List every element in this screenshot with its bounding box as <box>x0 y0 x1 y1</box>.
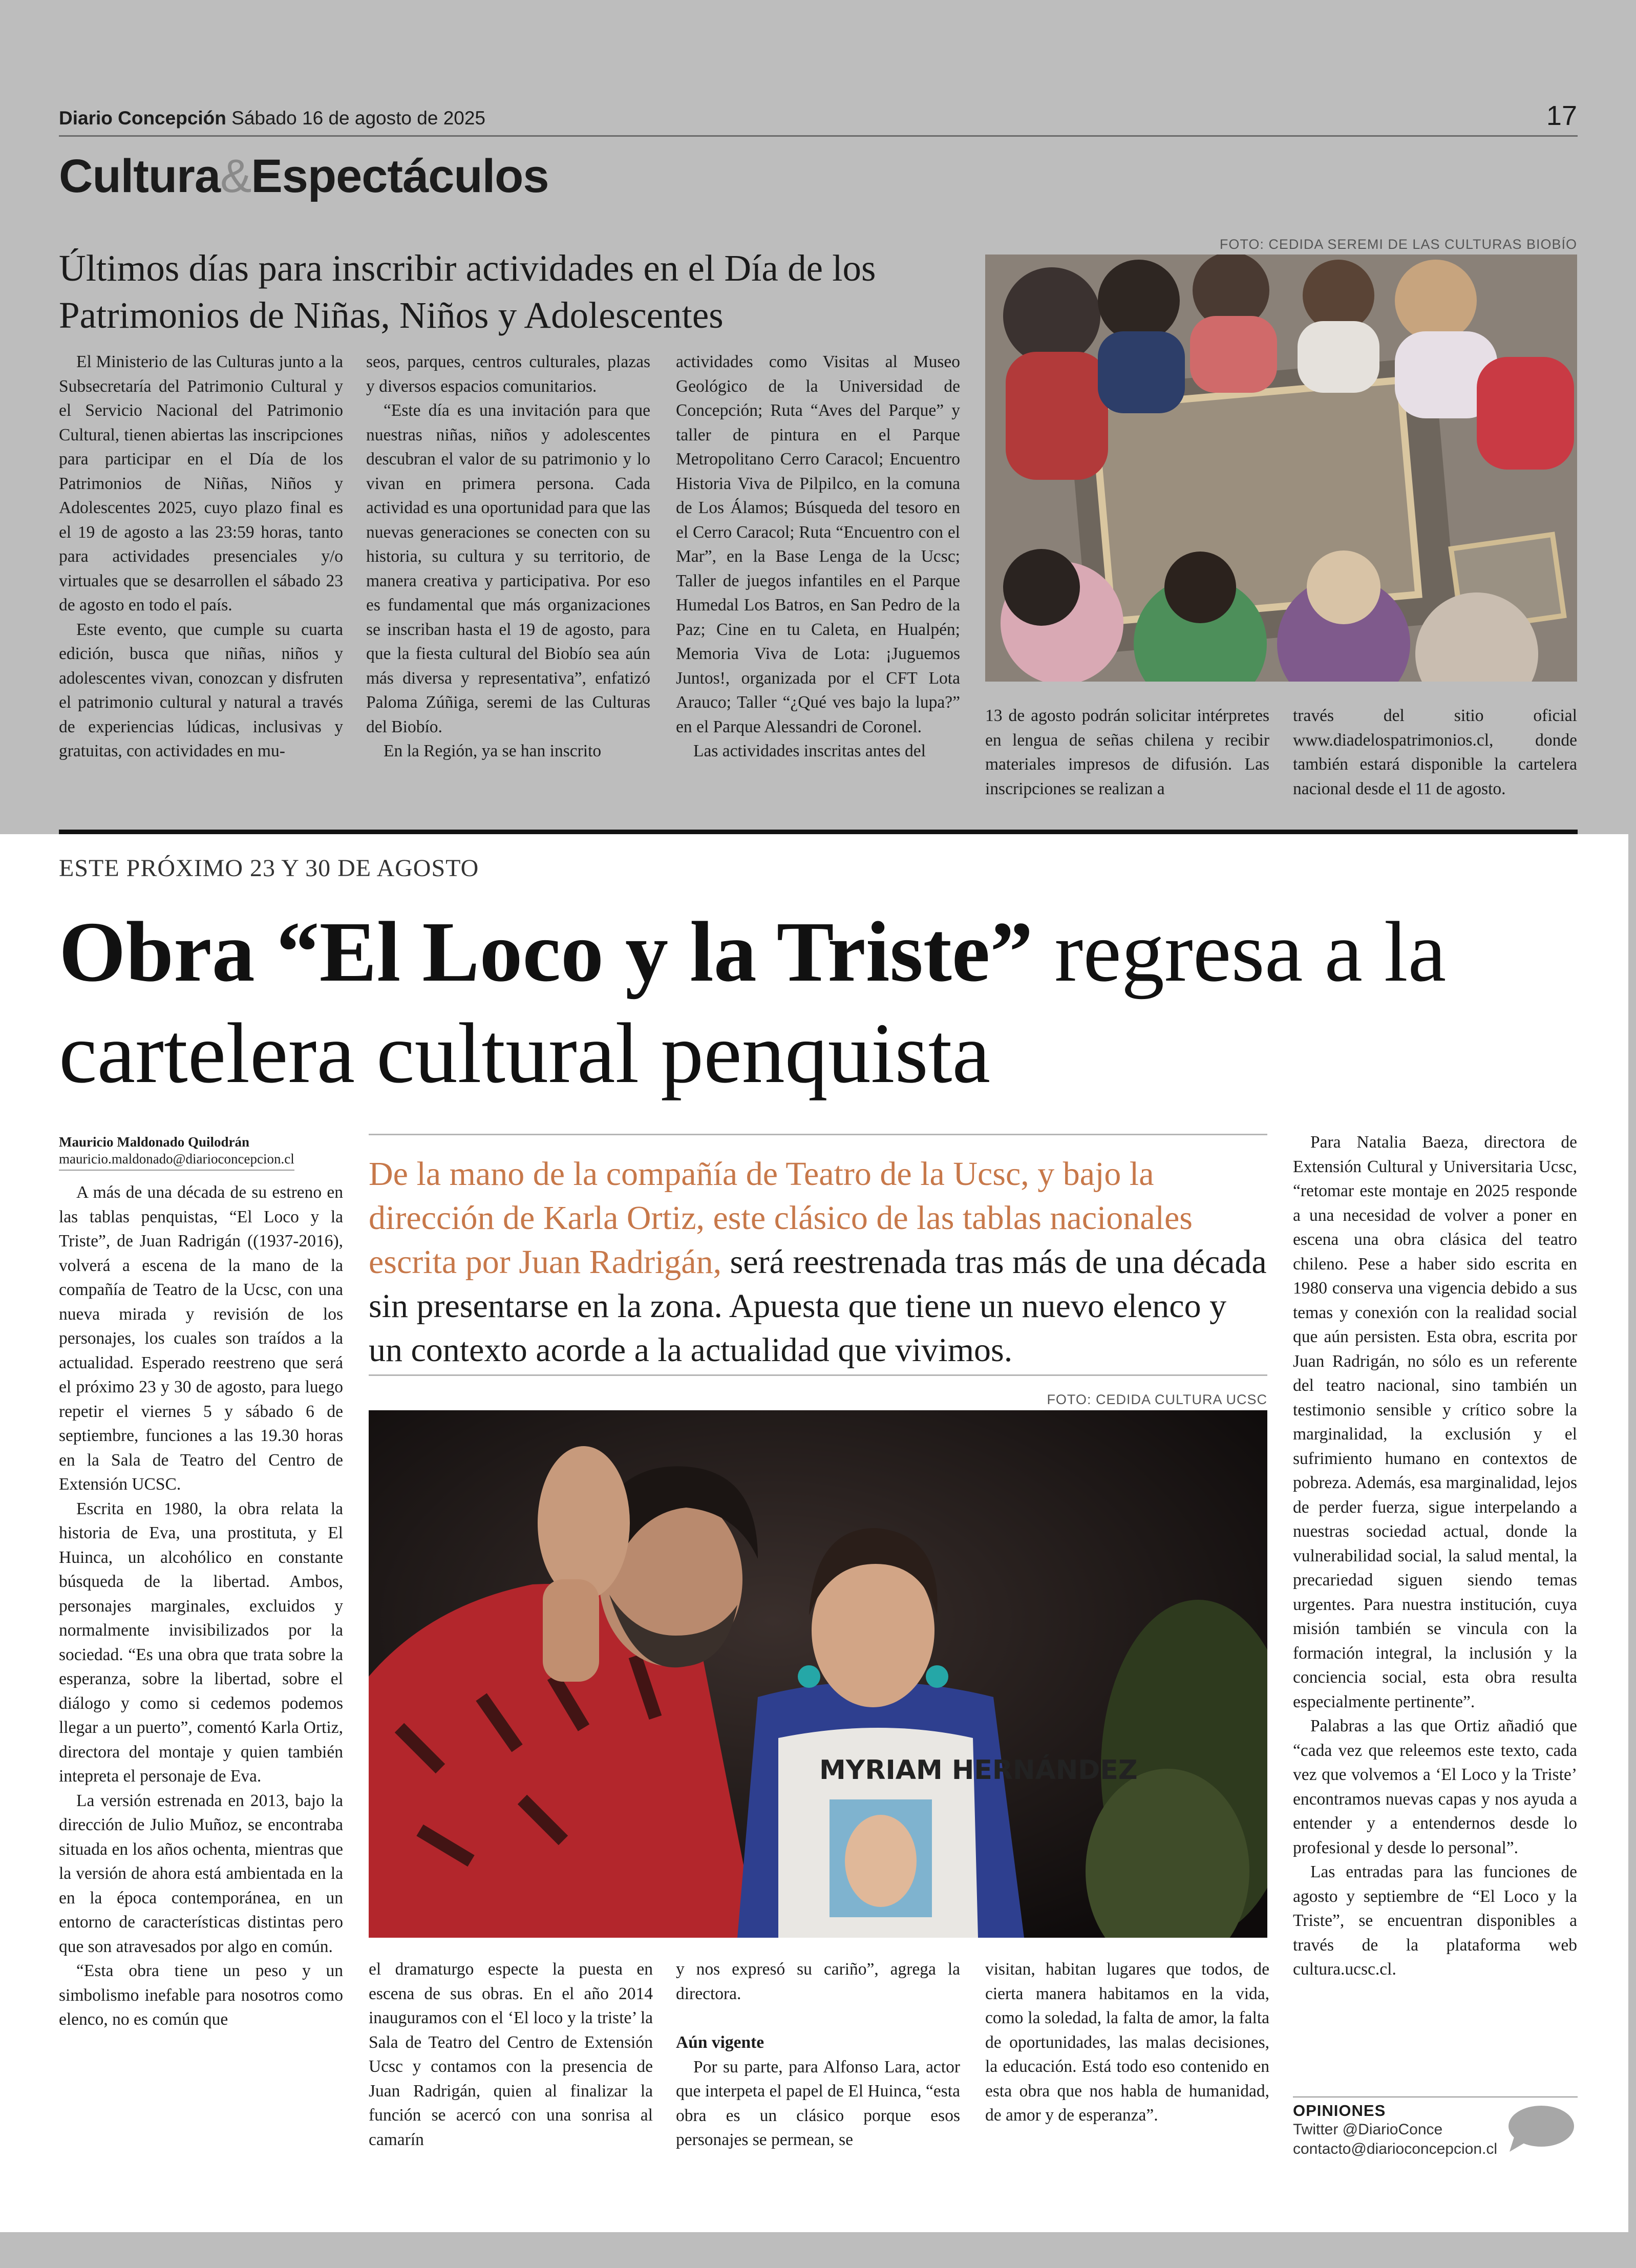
actors-photo <box>369 1410 1267 1938</box>
main-article-column-4: visitan, habitan lugares que todos, de cierta manera habitamos en la vida, como la soledad, la falta de amor, la falta de oportunidades, las malas decisiones, la educación. Está todo eso contenido en esta obra que nos habla de humanidad, de amor y de esperanza”. <box>985 1960 1269 2125</box>
shirt-print-text: MYRIAM HERNÁNDEZ <box>819 1755 1138 1786</box>
children-activity-photo <box>985 255 1577 682</box>
opiniones-heading: OPINIONES <box>1293 2102 1386 2119</box>
page-number: 17 <box>1546 100 1577 131</box>
issue-date: Sábado 16 de agosto de 2025 <box>231 108 486 129</box>
top-article-column-1: El Ministerio de las Culturas junto a la Subsecretaría del Patrimonio Cultural y el Servicio Nacional del Patrimonio Cultural, tienen abiertas las inscripciones para participar en el Día de los Patrimonios de Niñas, Niños y Adolescentes 2025, cuyo plazo final es el 19 de agosto a las 23:59 horas, tanto para actividades presenciales y/o virtuales que se desarrollen el sábado 23 de agosto en todo el país. Este evento, que cumple su cuarta edición, busca que niñas, niños y adolescentes vivan, conozcan y disfruten el patrimonio cultural y natural a través de experiencias lúdicas, inclusivas y gratuitas, con actividades en mu- <box>59 352 343 760</box>
masthead-line <box>59 108 485 129</box>
main-article-column-5: Para Natalia Baeza, directora de Extensión Cultural y Universitaria Ucsc, “retomar este montaje en 2025 responde a una necesidad de volver a poner en escena una obra clásica del teatro chileno. Pese a haber sido escrita en 1980 conserva una vigencia debido a sus temas y conexión con la realidad social que aún persisten. Esta obra, escrita por Juan Radrigán, no sólo es un referente del teatro nacional, sino también un testimonio sensible y crítico sobre la marginalidad, la exclusión y el sufrimiento humano en contextos de pobreza. Además, esa marginalidad, lejos de perder fuerza, sigue interpelando a nuestras sociedad actual, donde la vulnerabilidad social, la salud mental, la precariedad siguen siendo temas urgentes. Para nuestra institución, cuya misión también se vincula con la formación integral, la inclusión y la conciencia social, esta obra resulta especialmente pertinente”. Palabras a las que Ortiz añadió que “cada vez que releemos este texto, cada vez que volvemos a ‘El Loco y la Triste’ encontramos nuevas capas y nos ayuda a entender y a entendernos desde lo profesional y desde lo personal”. Las entradas para las funciones de agosto y septiembre de “El Loco y la Triste”, se encuentran disponibles a través de la plataforma web cultura.ucsc.cl. <box>1293 1133 1577 1979</box>
main-article-column-2: el dramaturgo especte la puesta en escena de sus obras. En el año 2014 inauguramos con el ‘El loco y la triste’ la Sala de Teatro del Centro de Extensión Ucsc y contamos con la presencia de Juan Radrigán, quien al finalizar la función se acercó con una sonrisa al camarín <box>369 1960 653 2149</box>
top-article-column-4: 13 de agosto podrán solicitar intérpretes en lengua de señas chilena y recibir materiales impresos de difusión. Las inscripciones se realizan a <box>985 706 1269 798</box>
opiniones-rule <box>1293 2096 1578 2097</box>
main-article-column-3: y nos expresó su cariño”, agrega la directora. Aún vigente Por su parte, para Alfonso Lara, actor que interpeta el papel de El Huinca, “esta obra es un clásico porque esos personajes se permean, se <box>676 1960 960 2149</box>
author-name: Mauricio Maldonado Quilodrán <box>59 1134 250 1150</box>
subhead-aun-vigente: Aún vigente <box>676 2033 764 2052</box>
paper-name: Diario Concepción <box>59 108 226 129</box>
top-photo-credit: FOTO: CEDIDA SEREMI DE LAS CULTURAS BIOBÍO <box>1219 237 1577 252</box>
article-divider <box>59 830 1578 834</box>
lead-rule-top <box>369 1134 1267 1135</box>
byline <box>59 1134 341 1171</box>
lead-rule-bottom <box>369 1374 1267 1376</box>
header-rule <box>59 135 1578 137</box>
top-article-title: Últimos días para inscribir actividades en el Día de los Patrimonios de Niñas, Niños y Adolescentes <box>59 247 876 336</box>
lead-paragraph: De la mano de la compañía de Teatro de la Ucsc, y bajo la dirección de Karla Ortiz, este clásico de las tablas nacionales escrita por Juan Radrigán, será reestrenada tras más de una década sin presentarse en la zona. Apuesta que tiene un nuevo elenco y un contexto acorde a la actualidad que vivimos. <box>369 1155 1267 1369</box>
top-article-column-2: seos, parques, centros culturales, plazas y diversos espacios comunitarios. “Este día es una invitación para que nuestras niñas, niños y adolescentes descubran el valor de su patrimonio y lo vivan en primera persona. Cada actividad es una oportunidad para que las nuevas generaciones se conecten con su historia, su cultura y su territorio, de manera creativa y participativa. Por eso es fundamental que más organizaciones se inscriban hasta el 19 de agosto, para que la fiesta cultural del Biobío sea aún más diversa y representativa”, enfatizó Paloma Zúñiga, seremi de las Culturas del Biobío. En la Región, ya se han inscrito <box>366 352 650 760</box>
top-article-column-3: actividades como Visitas al Museo Geológico de la Universidad de Concepción; Ruta “Aves del Parque” y taller de pintura en el Parque Metropolitano Cerro Caracol; Encuentro Historia Viva de Pilpilco, en la comuna de Los Álamos; Búsqueda del tesoro en el Cerro Caracol; Ruta “Encuentro con el Mar”, en la Base Lenga de la Ucsc; Taller de juegos infantiles en el Parque Humedal Los Batros, en San Pedro de la Paz; Cine en tu Caleta, en Hualpén; Memoria Viva de Lota: ¡Juguemos Juntos!, organizada por el CFT Lota Arauco; Taller “¿Qué ves bajo la lupa?” en el Parque Alessandri de Coronel. Las actividades inscritas antes del <box>676 352 960 760</box>
main-article-column-1: A más de una década de su estreno en las tablas penquistas, “El Loco y la Triste”, de Juan Radrigán ((1937-2016), volverá a escena de la mano de la compañía de Teatro de la Ucsc, con una nueva mirada y revisión de los personajes, los cuales son traídos a la actualidad. Esperado reestreno que será el próximo 23 y 30 de agosto, para luego repetir el viernes 5 y sábado 6 de septiembre, funciones a las 19.30 horas en la Sala de Teatro del Centro de Extensión UCSC. Escrita en 1980, la obra relata la historia de Eva, una prostituta, y El Huinca, un alcohólico en constante búsqueda de la libertad. Ambos, personajes marginales, excluidos y normalmente invisibilizados por la sociedad. “Es una obra que trata sobre la esperanza, sobre la libertad, sobre el diálogo y como si cedemos podemos llegar a un puerto”, comentó Karla Ortiz, directora del montaje y quien también intepreta el personaje de Eva. La versión estrenada en 2013, bajo la dirección de Julio Muñoz, se encontraba situada en los años ochenta, mientras que la versión de ahora está ambientada en la en la época contemporánea, en un entorno de características distintas pero que son atravesados por algo en común. “Esta obra tiene un peso y un simbolismo inefable para nosotros como elenco, no es común que <box>59 1183 343 2029</box>
top-article-column-5: través del sitio oficial www.diadelospatrimonios.cl, donde también estará disponible la cartelera nacional desde el 11 de agosto. <box>1293 706 1577 798</box>
author-email: mauricio.maldonado@diarioconcepcion.cl <box>59 1151 294 1171</box>
main-headline: Obra “El Loco y la Triste” regresa a la cartelera cultural penquista <box>59 904 1447 1101</box>
section-title: Cultura&Espectáculos <box>59 150 549 202</box>
main-photo-credit: FOTO: CEDIDA CULTURA UCSC <box>1047 1392 1267 1407</box>
opiniones-email[interactable]: contacto@diarioconcepcion.cl <box>1293 2140 1498 2157</box>
opiniones-twitter[interactable]: Twitter @DiarioConce <box>1293 2121 1443 2138</box>
speech-bubble-icon <box>1505 2105 1575 2153</box>
kicker: ESTE PRÓXIMO 23 Y 30 DE AGOSTO <box>59 855 479 882</box>
